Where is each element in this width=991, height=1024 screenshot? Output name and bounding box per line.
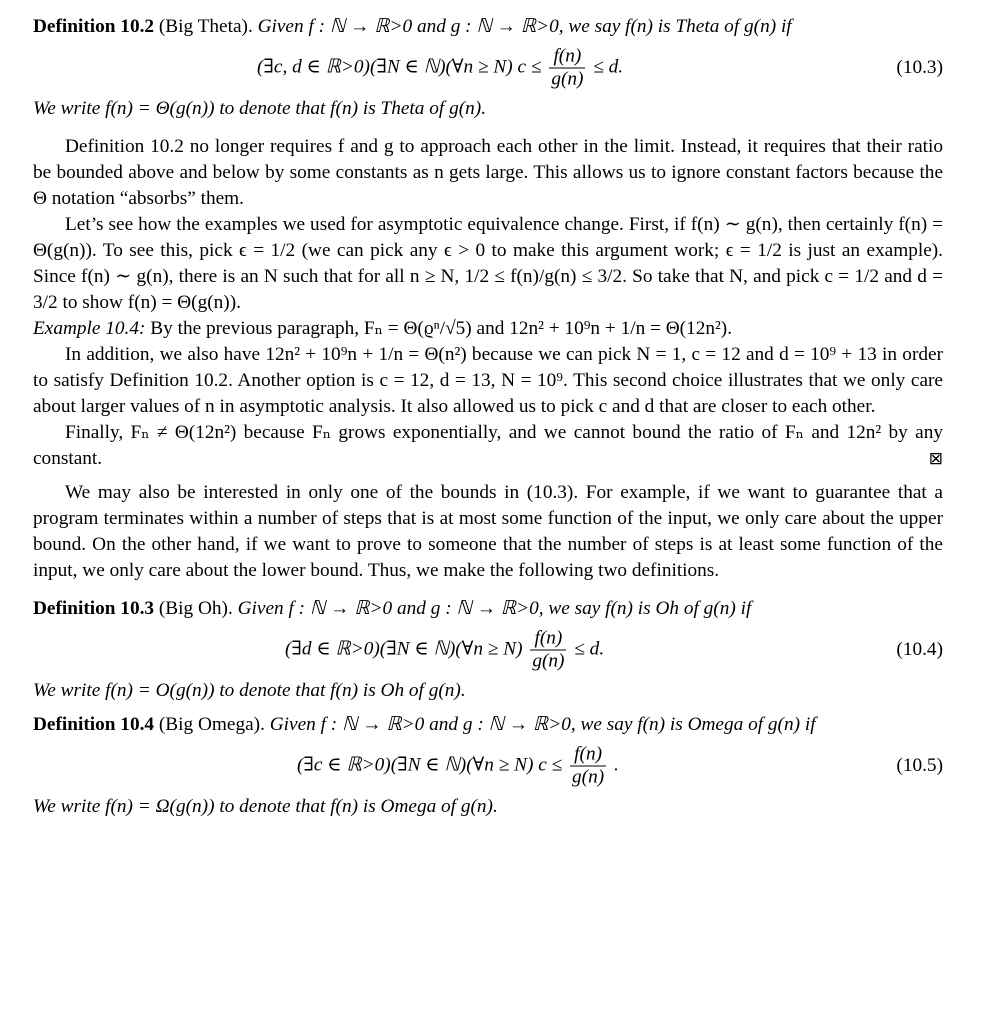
definition-10-3 xyxy=(33,596,943,622)
definition-name: (Big Oh). xyxy=(158,598,233,619)
paragraph: Definition 10.2 no longer requires f and g to approach each other in the limit. Instead, it requires that their ratio be bounded above and below by some constants as n gets large. This allows us to ignore constant factors because the Θ notation “absorbs” them. xyxy=(33,136,943,209)
paragraph: In addition, we also have 12n² + 10⁹n + 1/n = Θ(n²) because we can pick N = 1, c = 12 and d = 10⁹ + 13 in order to satisfy Definition 10.2. Another option is c = 12, d = 13, N = 10⁹. This second choice illustrates that we only care about larger values of n in asymptotic analysis. It also allowed us to pick c and d that are closer to each other. xyxy=(33,344,943,417)
equation-right: ≤ d. xyxy=(593,56,624,78)
equation-10-3 xyxy=(33,40,943,96)
definition-label: Definition 10.2 xyxy=(33,16,155,37)
equation-number: (10.5) xyxy=(896,755,943,776)
equation-10-4 xyxy=(33,622,943,678)
paragraph xyxy=(33,420,943,472)
fraction-denominator: g(n) xyxy=(532,650,565,672)
end-of-example-mark: ⊠ xyxy=(928,449,943,469)
equation-number: (10.4) xyxy=(896,639,943,660)
equation-left: (∃c, d ∈ ℝ>0)(∃N ∈ ℕ)(∀n ≥ N) c ≤ xyxy=(257,56,542,78)
equation-right: ≤ d. xyxy=(574,638,605,660)
definition-10-4 xyxy=(33,712,943,738)
equation-fraction xyxy=(570,744,606,789)
equation-number: (10.3) xyxy=(896,57,943,78)
fraction-numerator: f(n) xyxy=(530,628,566,651)
example-10-4 xyxy=(33,316,943,342)
definition-10-2 xyxy=(33,14,943,40)
equation-left: (∃d ∈ ℝ>0)(∃N ∈ ℕ)(∀n ≥ N) xyxy=(285,638,523,660)
fraction-numerator: f(n) xyxy=(549,46,585,69)
paragraph: Let’s see how the examples we used for asymptotic equivalence change. First, if f(n) ∼ g(n), then certainly f(n) = Θ(g(n)). To see this, pick ϵ = 1/2 (we can pick any ϵ > 0 to make this argument work; ϵ = 1/2 is just an example). Since f(n) ∼ g(n), there is an N such that for all n ≥ N, 1/2 ≤ f(n)/g(n) ≤ 3/2. So take that N, and pick c = 1/2 and d = 3/2 to show f(n) = Θ(g(n)). xyxy=(33,214,943,313)
equation-right: . xyxy=(613,754,619,776)
equation-fraction xyxy=(549,46,585,91)
equation-10-5 xyxy=(33,738,943,794)
definition-name: (Big Omega). xyxy=(158,714,265,735)
definition-name: (Big Theta). xyxy=(158,16,253,37)
definition-statement: Given f : ℕ → ℝ>0 and g : ℕ → ℝ>0, we say f(n) is Theta of g(n) if xyxy=(257,16,792,37)
paragraph: We may also be interested in only one of the bounds in (10.3). For example, if we want to guarantee that a program terminates within a number of steps that is at most some function of the input, we only care about the upper bound. On the other hand, if we want to prove to someone that the number of steps is at least some function of the input, we only care about the lower bound. Thus, we make the following two definitions. xyxy=(33,482,943,581)
page-content xyxy=(33,14,943,820)
fraction-numerator: f(n) xyxy=(570,744,606,767)
fraction-denominator: g(n) xyxy=(551,68,584,90)
equation-fraction xyxy=(530,628,566,673)
definition-notation: We write f(n) = Θ(g(n)) to denote that f(n) is Theta of g(n). xyxy=(33,98,487,119)
definition-statement: Given f : ℕ → ℝ>0 and g : ℕ → ℝ>0, we say f(n) is Oh of g(n) if xyxy=(237,598,752,619)
example-text: By the previous paragraph, Fₙ = Θ(ϱⁿ/√5) and 12n² + 10⁹n + 1/n = Θ(12n²). xyxy=(150,318,733,339)
definition-label: Definition 10.3 xyxy=(33,598,155,619)
fraction-denominator: g(n) xyxy=(572,766,605,788)
equation-left: (∃c ∈ ℝ>0)(∃N ∈ ℕ)(∀n ≥ N) c ≤ xyxy=(297,754,563,776)
example-label: Example 10.4: xyxy=(33,318,146,339)
definition-label: Definition 10.4 xyxy=(33,714,155,735)
definition-notation: We write f(n) = Ω(g(n)) to denote that f(n) is Omega of g(n). xyxy=(33,796,498,817)
definition-notation: We write f(n) = O(g(n)) to denote that f(n) is Oh of g(n). xyxy=(33,680,466,701)
example-final-text: Finally, Fₙ ≠ Θ(12n²) because Fₙ grows exponentially, and we cannot bound the ratio of Fₙ and 12n² by any constant. xyxy=(33,422,943,469)
definition-statement: Given f : ℕ → ℝ>0 and g : ℕ → ℝ>0, we say f(n) is Omega of g(n) if xyxy=(269,714,816,735)
